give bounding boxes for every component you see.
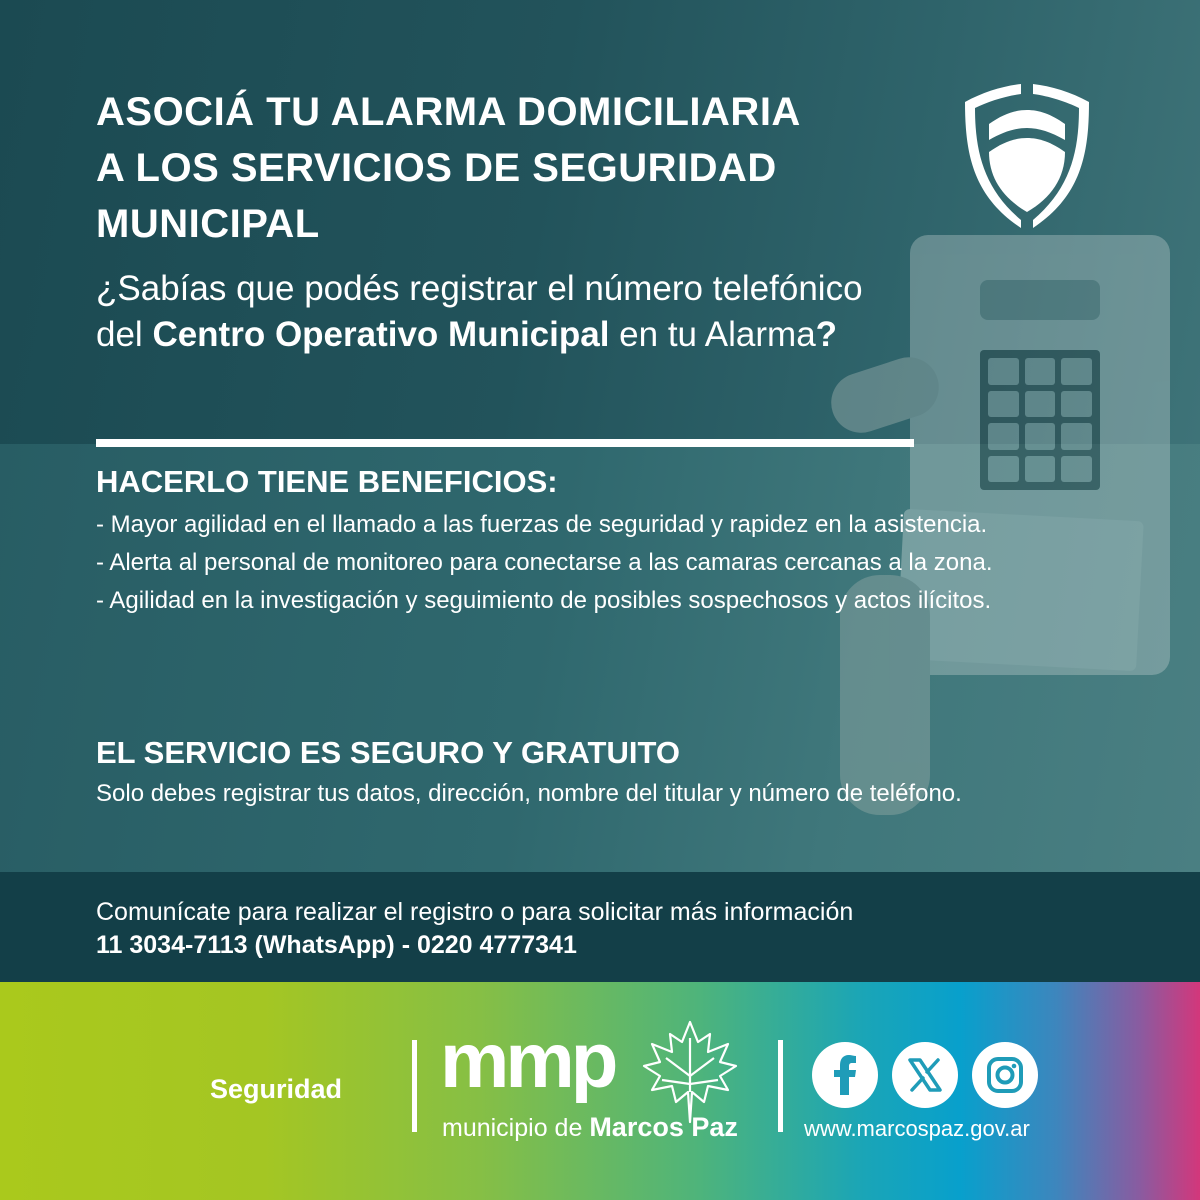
title-line: ASOCIÁ TU ALARMA DOMICILIARIA [96, 90, 801, 134]
question-part: ¿Sabías que podés registrar el número telefónico del [96, 269, 863, 354]
service-text: Solo debes registrar tus datos, dirección, nombre del titular y número de teléfono. [96, 780, 962, 807]
municipality-logo-text: mmp [440, 1016, 615, 1104]
municipality-bold: Marcos Paz [589, 1112, 738, 1142]
contact-text: Comunícate para realizar el registro o para solicitar más información [96, 898, 854, 926]
social-links [812, 1042, 1038, 1108]
instagram-icon [986, 1056, 1024, 1094]
shield-icon [965, 80, 1089, 230]
facebook-button[interactable] [812, 1042, 878, 1108]
title-line: MUNICIPAL [96, 202, 320, 246]
website-link[interactable]: www.marcospaz.gov.ar [804, 1116, 1030, 1141]
contact-phones[interactable]: 11 3034-7113 (WhatsApp) - 0220 4777341 [96, 931, 577, 959]
benefit-item: - Mayor agilidad en el llamado a las fuerzas de seguridad y rapidez en la asistencia. [96, 511, 988, 538]
question-text [96, 266, 916, 358]
benefits-title: HACERLO TIENE BENEFICIOS: [96, 464, 558, 499]
facebook-icon [830, 1055, 860, 1095]
benefit-item: - Alerta al personal de monitoreo para conectarse a las camaras cercanas a la zona. [96, 549, 993, 576]
instagram-button[interactable] [972, 1042, 1038, 1108]
benefit-item: - Agilidad en la investigación y seguimiento de posibles sospechosos y actos ilícitos. [96, 587, 992, 614]
municipality-prefix: municipio de [442, 1114, 590, 1142]
separator [778, 1040, 783, 1132]
municipality-name [442, 1112, 738, 1143]
separator [412, 1040, 417, 1132]
benefits-list [96, 508, 1096, 622]
question-part: en tu Alarma [609, 315, 816, 354]
service-title: EL SERVICIO ES SEGURO Y GRATUITO [96, 735, 680, 770]
department-label: Seguridad [210, 1074, 343, 1104]
x-button[interactable] [892, 1042, 958, 1108]
question-mark: ? [815, 315, 838, 354]
x-icon [907, 1057, 943, 1093]
question-highlight: Centro Operativo Municipal [152, 315, 610, 354]
page-title [96, 84, 956, 252]
title-line: A LOS SERVICIOS DE SEGURIDAD [96, 146, 777, 190]
divider [96, 439, 914, 447]
